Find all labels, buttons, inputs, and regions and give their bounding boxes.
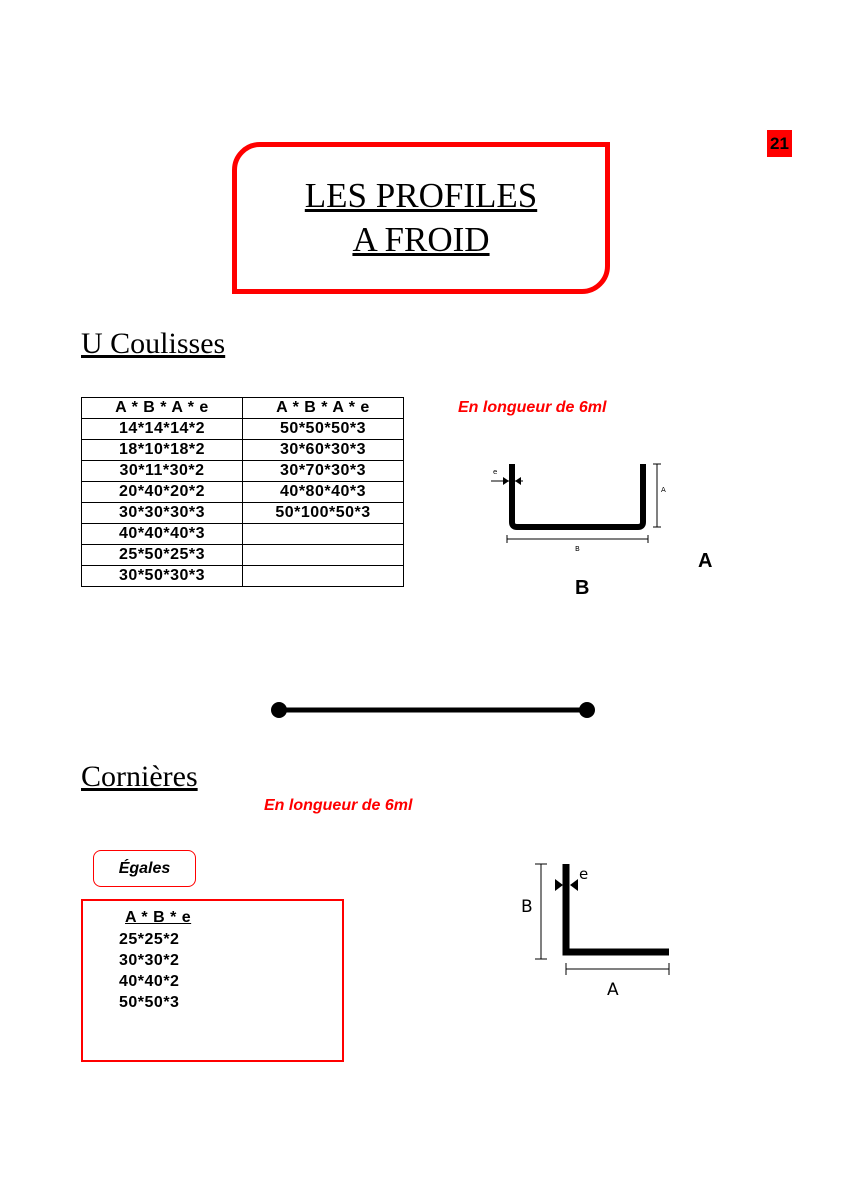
- table-cell: 30*11*30*2: [82, 461, 243, 482]
- table-header-cell: A * B * A * e: [243, 398, 404, 419]
- u-channel-diagram: [485, 455, 670, 555]
- title-line-2: A FROID: [352, 220, 490, 259]
- u-label-b: B: [575, 577, 590, 599]
- table-cell: [243, 545, 404, 566]
- table-cell: 50*100*50*3: [243, 503, 404, 524]
- egales-list-header: A * B * e: [125, 909, 192, 926]
- table-cell: 40*40*40*3: [82, 524, 243, 545]
- table-row: [82, 545, 404, 566]
- angle-dim-a-label: A: [607, 980, 619, 1000]
- list-item: 25*25*2: [119, 931, 180, 948]
- table-row: [82, 503, 404, 524]
- table-cell: 30*30*30*3: [82, 503, 243, 524]
- table-cell: 18*10*18*2: [82, 440, 243, 461]
- u-coulisses-heading: U Coulisses: [81, 327, 226, 360]
- list-item: 30*30*2: [119, 952, 180, 969]
- u-profiles-table: [81, 397, 404, 587]
- corner-length-note: En longueur de 6ml: [264, 797, 413, 814]
- cornieres-heading: Cornières: [81, 760, 198, 793]
- table-row: [82, 482, 404, 503]
- table-cell: [243, 566, 404, 587]
- table-cell: 40*80*40*3: [243, 482, 404, 503]
- table-cell: 30*70*30*3: [243, 461, 404, 482]
- u-dim-a-label: A: [661, 486, 666, 494]
- table-cell: 25*50*25*3: [82, 545, 243, 566]
- table-header-cell: A * B * A * e: [82, 398, 243, 419]
- page-number-badge: 21: [767, 130, 792, 157]
- angle-diagram: [515, 855, 680, 1005]
- u-label-a: A: [698, 550, 713, 572]
- table-cell: 14*14*14*2: [82, 419, 243, 440]
- angle-dim-b-label: B: [521, 897, 533, 917]
- list-item: 50*50*3: [119, 994, 180, 1011]
- table-cell: 30*50*30*3: [82, 566, 243, 587]
- list-item: 40*40*2: [119, 973, 180, 990]
- table-row: [82, 440, 404, 461]
- table-cell: 50*50*50*3: [243, 419, 404, 440]
- angle-dim-e-label: e: [579, 865, 589, 883]
- u-dim-e-label: e: [493, 468, 498, 476]
- u-dim-b-label: B: [575, 545, 580, 553]
- egales-list-box: [81, 899, 344, 1062]
- title-line-1: LES PROFILES: [304, 176, 538, 215]
- table-row: [82, 524, 404, 545]
- table-row: [82, 419, 404, 440]
- table-row: [82, 566, 404, 587]
- table-row: [82, 461, 404, 482]
- section-separator: [270, 700, 600, 720]
- title-box: [232, 142, 610, 294]
- table-header-row: [82, 398, 404, 419]
- egales-tab: Égales: [93, 850, 196, 887]
- u-length-note: En longueur de 6ml: [458, 399, 607, 416]
- table-cell: 20*40*20*2: [82, 482, 243, 503]
- table-cell: 30*60*30*3: [243, 440, 404, 461]
- table-cell: [243, 524, 404, 545]
